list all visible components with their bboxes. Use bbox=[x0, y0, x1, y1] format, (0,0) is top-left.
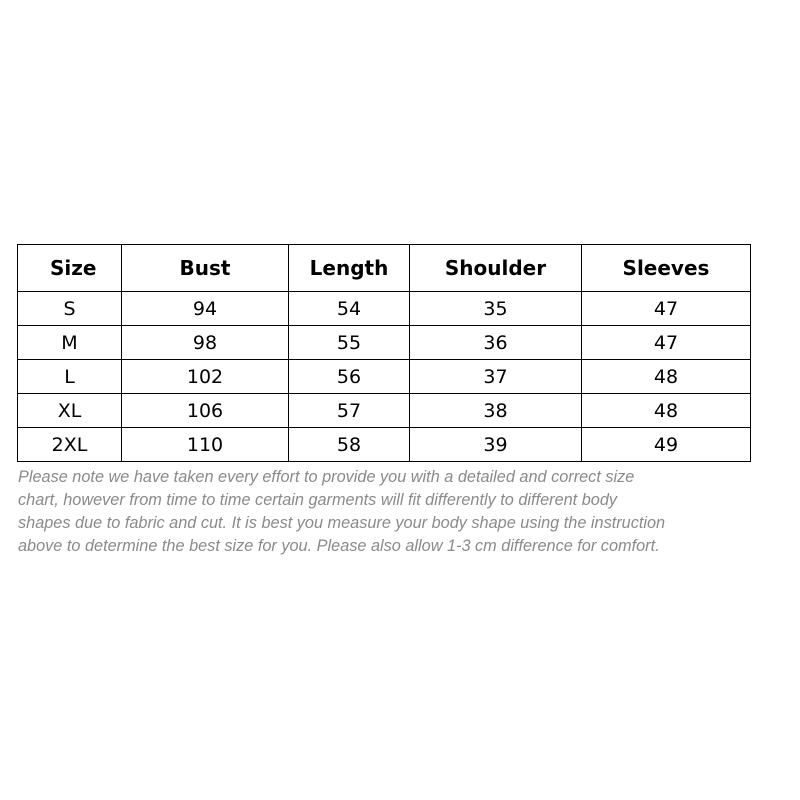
cell-sleeves: 49 bbox=[582, 428, 751, 462]
cell-bust: 110 bbox=[122, 428, 289, 462]
cell-bust: 98 bbox=[122, 326, 289, 360]
cell-bust: 102 bbox=[122, 360, 289, 394]
cell-length: 56 bbox=[289, 360, 410, 394]
cell-size: L bbox=[18, 360, 122, 394]
cell-size: 2XL bbox=[18, 428, 122, 462]
header-length: Length bbox=[289, 245, 410, 292]
size-disclaimer-note: Please note we have taken every effort to provide you with a detailed and correct size chart, however from time to time certain garments will fit differently to different body shapes due to fabric and cut. It is best you measure your body shape using the instruction above to determine the best size for you. Please also allow 1-3 cm difference for comfort. bbox=[18, 468, 666, 555]
cell-shoulder: 39 bbox=[410, 428, 582, 462]
table-row bbox=[18, 428, 751, 462]
cell-sleeves: 47 bbox=[582, 292, 751, 326]
cell-size: M bbox=[18, 326, 122, 360]
table-row bbox=[18, 394, 751, 428]
header-shoulder: Shoulder bbox=[410, 245, 582, 292]
table-row bbox=[18, 292, 751, 326]
table-row bbox=[18, 326, 751, 360]
cell-bust: 94 bbox=[122, 292, 289, 326]
cell-shoulder: 35 bbox=[410, 292, 582, 326]
cell-sleeves: 47 bbox=[582, 326, 751, 360]
table-header-row bbox=[18, 245, 751, 292]
cell-length: 58 bbox=[289, 428, 410, 462]
cell-length: 54 bbox=[289, 292, 410, 326]
cell-sleeves: 48 bbox=[582, 394, 751, 428]
cell-length: 55 bbox=[289, 326, 410, 360]
cell-size: XL bbox=[18, 394, 122, 428]
cell-sleeves: 48 bbox=[582, 360, 751, 394]
cell-length: 57 bbox=[289, 394, 410, 428]
cell-shoulder: 36 bbox=[410, 326, 582, 360]
header-size: Size bbox=[18, 245, 122, 292]
header-sleeves: Sleeves bbox=[582, 245, 751, 292]
cell-size: S bbox=[18, 292, 122, 326]
size-chart-table bbox=[17, 244, 751, 462]
cell-shoulder: 37 bbox=[410, 360, 582, 394]
cell-shoulder: 38 bbox=[410, 394, 582, 428]
header-bust: Bust bbox=[122, 245, 289, 292]
table-row bbox=[18, 360, 751, 394]
cell-bust: 106 bbox=[122, 394, 289, 428]
